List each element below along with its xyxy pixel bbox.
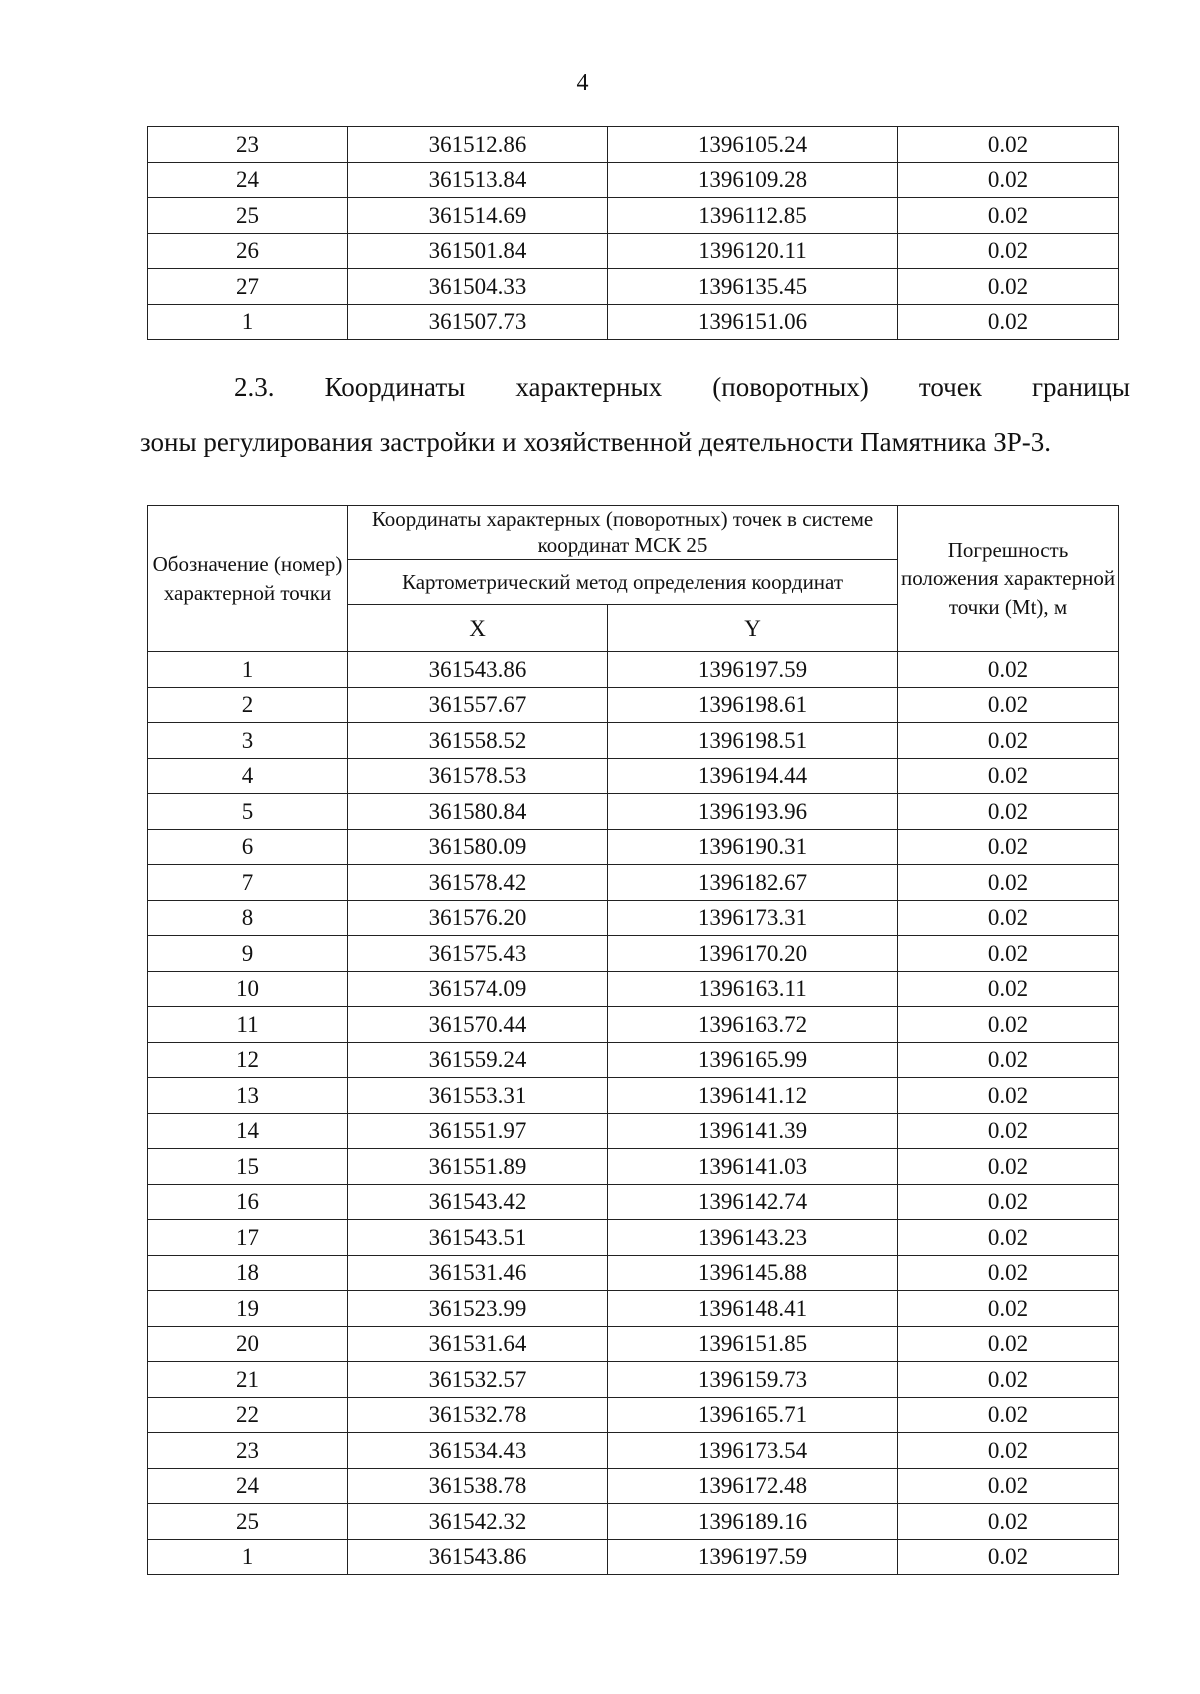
x-coordinate-cell: 361523.99 <box>348 1291 608 1327</box>
x-coordinate-cell: 361570.44 <box>348 1007 608 1043</box>
error-cell: 0.02 <box>898 162 1119 198</box>
table-row <box>148 162 1119 198</box>
point-number-cell: 1 <box>148 652 348 688</box>
error-cell: 0.02 <box>898 1220 1119 1256</box>
point-number-cell: 22 <box>148 1397 348 1433</box>
table-row <box>148 971 1119 1007</box>
error-cell: 0.02 <box>898 758 1119 794</box>
y-coordinate-cell: 1396197.59 <box>608 652 898 688</box>
error-cell: 0.02 <box>898 865 1119 901</box>
section-heading-line1 <box>140 360 1130 415</box>
x-coordinate-cell: 361553.31 <box>348 1078 608 1114</box>
x-coordinate-cell: 361538.78 <box>348 1468 608 1504</box>
y-coordinate-cell: 1396165.99 <box>608 1042 898 1078</box>
y-coordinate-cell: 1396170.20 <box>608 936 898 972</box>
table-row <box>148 829 1119 865</box>
y-coordinate-cell: 1396165.71 <box>608 1397 898 1433</box>
y-coordinate-cell: 1396141.03 <box>608 1149 898 1185</box>
x-coordinate-cell: 361543.86 <box>348 1539 608 1575</box>
point-number-cell: 8 <box>148 900 348 936</box>
section-heading-word: (поворотных) <box>712 372 869 402</box>
y-coordinate-cell: 1396141.39 <box>608 1113 898 1149</box>
table-row <box>148 1007 1119 1043</box>
x-coordinate-cell: 361534.43 <box>348 1433 608 1469</box>
point-number-cell: 18 <box>148 1255 348 1291</box>
point-number-cell: 1 <box>148 304 348 340</box>
point-number-cell: 3 <box>148 723 348 759</box>
error-cell: 0.02 <box>898 198 1119 234</box>
error-cell: 0.02 <box>898 1397 1119 1433</box>
y-coordinate-cell: 1396143.23 <box>608 1220 898 1256</box>
error-cell: 0.02 <box>898 1291 1119 1327</box>
section-heading <box>140 360 1130 470</box>
y-coordinate-cell: 1396198.61 <box>608 687 898 723</box>
section-heading-word: Координаты <box>324 372 466 402</box>
table-row <box>148 758 1119 794</box>
table-row <box>148 1504 1119 1540</box>
y-coordinate-cell: 1396135.45 <box>608 269 898 305</box>
table-row <box>148 1078 1119 1114</box>
table-row <box>148 198 1119 234</box>
y-coordinate-cell: 1396173.31 <box>608 900 898 936</box>
y-coordinate-cell: 1396105.24 <box>608 127 898 163</box>
x-coordinate-cell: 361531.64 <box>348 1326 608 1362</box>
header-y: Y <box>608 605 898 652</box>
table-row <box>148 900 1119 936</box>
table-row <box>148 652 1119 688</box>
y-coordinate-cell: 1396173.54 <box>608 1433 898 1469</box>
y-coordinate-cell: 1396172.48 <box>608 1468 898 1504</box>
error-cell: 0.02 <box>898 971 1119 1007</box>
x-coordinate-cell: 361504.33 <box>348 269 608 305</box>
point-number-cell: 25 <box>148 198 348 234</box>
point-number-cell: 17 <box>148 1220 348 1256</box>
x-coordinate-cell: 361576.20 <box>348 900 608 936</box>
coordinates-table-zr3-body <box>148 652 1119 1575</box>
point-number-cell: 2 <box>148 687 348 723</box>
point-number-cell: 6 <box>148 829 348 865</box>
y-coordinate-cell: 1396112.85 <box>608 198 898 234</box>
coordinates-table-continued <box>147 126 1119 340</box>
error-cell: 0.02 <box>898 1184 1119 1220</box>
y-coordinate-cell: 1396193.96 <box>608 794 898 830</box>
error-cell: 0.02 <box>898 269 1119 305</box>
y-coordinate-cell: 1396198.51 <box>608 723 898 759</box>
page-number: 4 <box>576 70 589 96</box>
y-coordinate-cell: 1396145.88 <box>608 1255 898 1291</box>
x-coordinate-cell: 361574.09 <box>348 971 608 1007</box>
y-coordinate-cell: 1396109.28 <box>608 162 898 198</box>
y-coordinate-cell: 1396194.44 <box>608 758 898 794</box>
error-cell: 0.02 <box>898 1504 1119 1540</box>
table-row <box>148 1539 1119 1575</box>
error-cell: 0.02 <box>898 900 1119 936</box>
header-x: X <box>348 605 608 652</box>
point-number-cell: 27 <box>148 269 348 305</box>
table-row <box>148 1149 1119 1185</box>
y-coordinate-cell: 1396163.11 <box>608 971 898 1007</box>
error-cell: 0.02 <box>898 1113 1119 1149</box>
point-number-cell: 20 <box>148 1326 348 1362</box>
section-heading-word: границы <box>1031 372 1130 402</box>
section-heading-word: точек <box>918 372 982 402</box>
x-coordinate-cell: 361542.32 <box>348 1504 608 1540</box>
table-row <box>148 1397 1119 1433</box>
table-row <box>148 865 1119 901</box>
point-number-cell: 5 <box>148 794 348 830</box>
error-cell: 0.02 <box>898 1433 1119 1469</box>
x-coordinate-cell: 361543.51 <box>348 1220 608 1256</box>
y-coordinate-cell: 1396120.11 <box>608 233 898 269</box>
x-coordinate-cell: 361507.73 <box>348 304 608 340</box>
table-row <box>148 1291 1119 1327</box>
table-row <box>148 1362 1119 1398</box>
y-coordinate-cell: 1396151.85 <box>608 1326 898 1362</box>
point-number-cell: 25 <box>148 1504 348 1540</box>
table-row <box>148 794 1119 830</box>
error-cell: 0.02 <box>898 936 1119 972</box>
table-row <box>148 127 1119 163</box>
error-cell: 0.02 <box>898 1468 1119 1504</box>
error-cell: 0.02 <box>898 794 1119 830</box>
x-coordinate-cell: 361551.97 <box>348 1113 608 1149</box>
x-coordinate-cell: 361543.86 <box>348 652 608 688</box>
x-coordinate-cell: 361580.09 <box>348 829 608 865</box>
header-coordinates: Координаты характерных (поворотных) точек в системе координат МСК 25 <box>348 506 898 560</box>
table-row <box>148 1042 1119 1078</box>
error-cell: 0.02 <box>898 1539 1119 1575</box>
y-coordinate-cell: 1396190.31 <box>608 829 898 865</box>
table-row <box>148 1113 1119 1149</box>
coordinates-table-zr3 <box>147 505 1119 1575</box>
header-error: Погрешность положения характерной точки (Mt), м <box>898 506 1119 652</box>
x-coordinate-cell: 361580.84 <box>348 794 608 830</box>
coordinates-table-continued-body <box>148 127 1119 340</box>
section-number: 2.3. <box>234 372 275 402</box>
table-row <box>148 1220 1119 1256</box>
table-row <box>148 269 1119 305</box>
x-coordinate-cell: 361512.86 <box>348 127 608 163</box>
error-cell: 0.02 <box>898 1149 1119 1185</box>
error-cell: 0.02 <box>898 127 1119 163</box>
header-designation: Обозначение (номер) характерной точки <box>148 506 348 652</box>
x-coordinate-cell: 361557.67 <box>348 687 608 723</box>
table-row <box>148 1184 1119 1220</box>
error-cell: 0.02 <box>898 1326 1119 1362</box>
x-coordinate-cell: 361514.69 <box>348 198 608 234</box>
table-row <box>148 1255 1119 1291</box>
y-coordinate-cell: 1396151.06 <box>608 304 898 340</box>
y-coordinate-cell: 1396141.12 <box>608 1078 898 1114</box>
x-coordinate-cell: 361578.42 <box>348 865 608 901</box>
point-number-cell: 13 <box>148 1078 348 1114</box>
point-number-cell: 12 <box>148 1042 348 1078</box>
y-coordinate-cell: 1396159.73 <box>608 1362 898 1398</box>
point-number-cell: 11 <box>148 1007 348 1043</box>
y-coordinate-cell: 1396189.16 <box>608 1504 898 1540</box>
x-coordinate-cell: 361558.52 <box>348 723 608 759</box>
point-number-cell: 23 <box>148 1433 348 1469</box>
point-number-cell: 23 <box>148 127 348 163</box>
point-number-cell: 26 <box>148 233 348 269</box>
point-number-cell: 24 <box>148 1468 348 1504</box>
table-row <box>148 936 1119 972</box>
x-coordinate-cell: 361531.46 <box>348 1255 608 1291</box>
table-row <box>148 687 1119 723</box>
point-number-cell: 16 <box>148 1184 348 1220</box>
x-coordinate-cell: 361513.84 <box>348 162 608 198</box>
header-method: Картометрический метод определения координат <box>348 560 898 605</box>
point-number-cell: 10 <box>148 971 348 1007</box>
x-coordinate-cell: 361543.42 <box>348 1184 608 1220</box>
error-cell: 0.02 <box>898 723 1119 759</box>
x-coordinate-cell: 361532.57 <box>348 1362 608 1398</box>
section-heading-word: характерных <box>515 372 663 402</box>
y-coordinate-cell: 1396163.72 <box>608 1007 898 1043</box>
section-heading-line2: зоны регулирования застройки и хозяйственной деятельности Памятника ЗР-3. <box>140 427 1051 457</box>
point-number-cell: 4 <box>148 758 348 794</box>
error-cell: 0.02 <box>898 687 1119 723</box>
error-cell: 0.02 <box>898 1007 1119 1043</box>
error-cell: 0.02 <box>898 1255 1119 1291</box>
table-row <box>148 1433 1119 1469</box>
point-number-cell: 15 <box>148 1149 348 1185</box>
point-number-cell: 19 <box>148 1291 348 1327</box>
x-coordinate-cell: 361501.84 <box>348 233 608 269</box>
x-coordinate-cell: 361578.53 <box>348 758 608 794</box>
error-cell: 0.02 <box>898 652 1119 688</box>
coordinates-table-header <box>148 506 1119 652</box>
y-coordinate-cell: 1396197.59 <box>608 1539 898 1575</box>
x-coordinate-cell: 361575.43 <box>348 936 608 972</box>
error-cell: 0.02 <box>898 233 1119 269</box>
table-row <box>148 1468 1119 1504</box>
x-coordinate-cell: 361559.24 <box>348 1042 608 1078</box>
table-row <box>148 1326 1119 1362</box>
y-coordinate-cell: 1396182.67 <box>608 865 898 901</box>
point-number-cell: 1 <box>148 1539 348 1575</box>
point-number-cell: 7 <box>148 865 348 901</box>
table-row <box>148 723 1119 759</box>
error-cell: 0.02 <box>898 304 1119 340</box>
error-cell: 0.02 <box>898 1362 1119 1398</box>
point-number-cell: 14 <box>148 1113 348 1149</box>
y-coordinate-cell: 1396148.41 <box>608 1291 898 1327</box>
table-row <box>148 304 1119 340</box>
point-number-cell: 24 <box>148 162 348 198</box>
x-coordinate-cell: 361551.89 <box>348 1149 608 1185</box>
table-row <box>148 233 1119 269</box>
x-coordinate-cell: 361532.78 <box>348 1397 608 1433</box>
error-cell: 0.02 <box>898 1042 1119 1078</box>
error-cell: 0.02 <box>898 829 1119 865</box>
error-cell: 0.02 <box>898 1078 1119 1114</box>
y-coordinate-cell: 1396142.74 <box>608 1184 898 1220</box>
point-number-cell: 21 <box>148 1362 348 1398</box>
point-number-cell: 9 <box>148 936 348 972</box>
